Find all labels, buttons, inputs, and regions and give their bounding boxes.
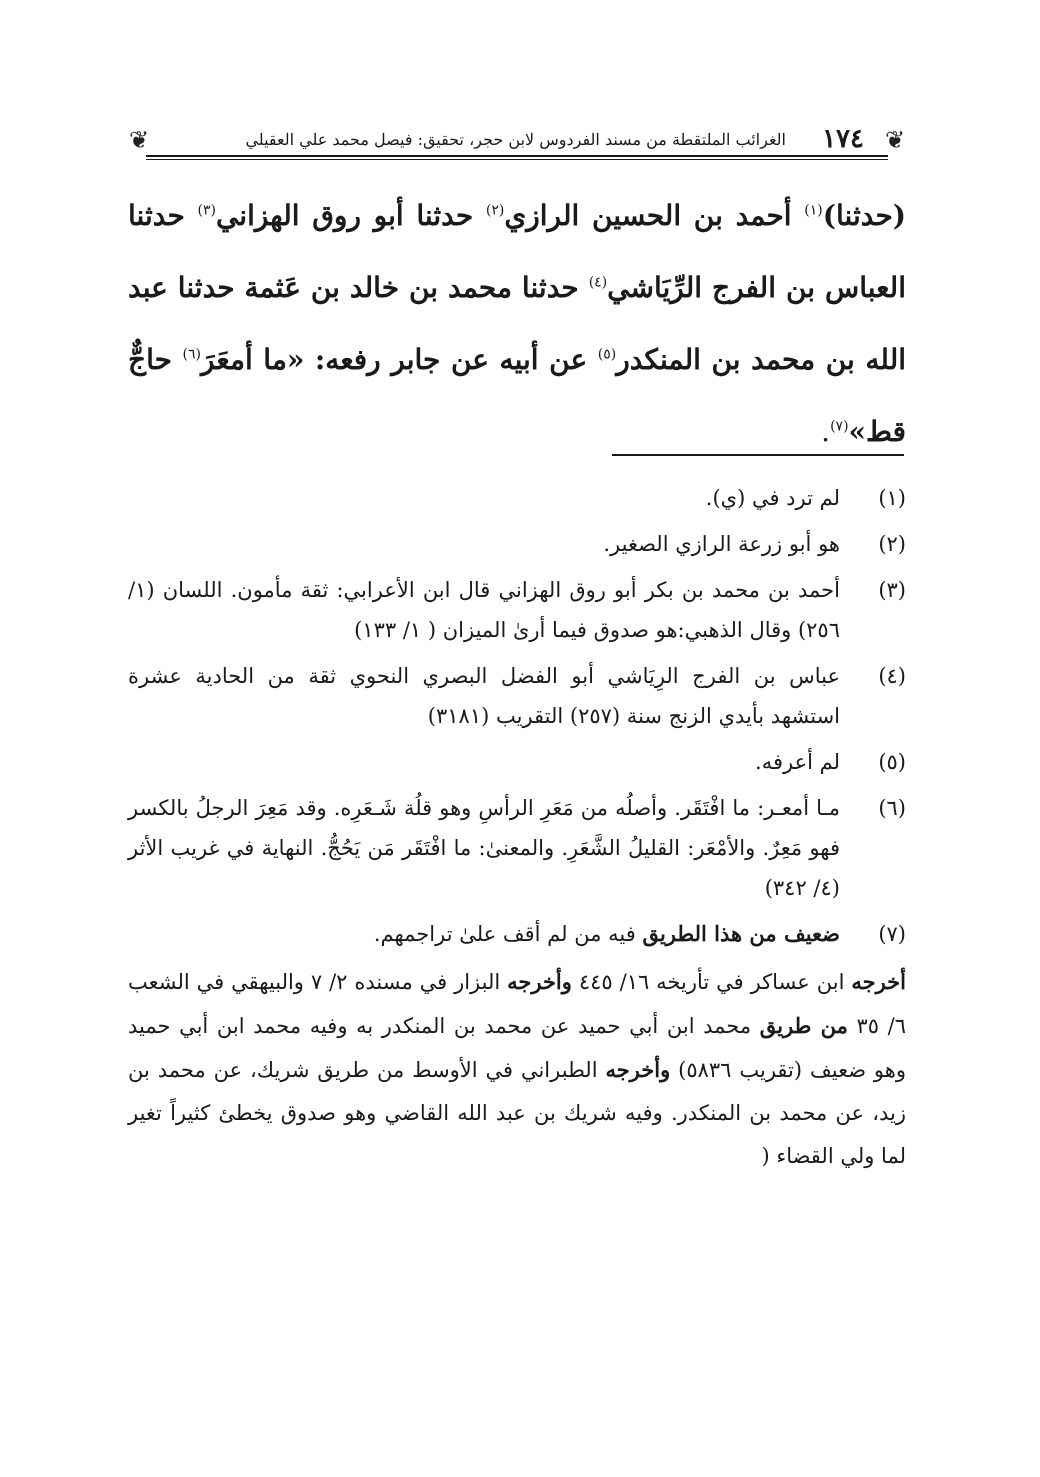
takhrij-text: ابن عساكر في تأريخه ١٦/ ٤٤٥ <box>571 970 852 994</box>
page-header <box>128 118 906 164</box>
footnote-text: مـا أمعـر: ما افْتَقَر. وأصلُه من مَعَرِ الرأسِ وهو قلُة شَـعَرِه. وقد مَعِرَ الرجلُ بالكسر فهو مَعِرٌ. والأمْعَر: القليلُ الشَّعَرِ. والمعنىٰ: ما افْتَقَر مَن يَحُجُّ. النهاية في غريب الأثر (٤/ ٣٤٢) <box>128 796 840 900</box>
footnote-text: أحمد بن محمد بن بكر أبو روق الهزاني قال ابن الأعرابي: ثقة مأمون. اللسان (١/ ٢٥٦) وقال الذهبي:هو صدوق فيما أرىٰ الميزان ( ١/ ١٣٣) <box>128 578 840 642</box>
hadith-text: «ما أمعَرَ <box>200 343 305 376</box>
main-text <box>128 180 906 468</box>
footnote-1 <box>128 478 906 518</box>
takhrij-paragraph <box>128 960 906 1178</box>
footnote-5 <box>128 742 906 782</box>
takhrij-keyword: وأخرجه <box>605 1057 671 1082</box>
main-text-segment: حدثنا العباس بن الفرج الرِّيَاشي <box>128 199 906 304</box>
footnote-number: (٥) <box>878 750 906 774</box>
footnote-number: (٦) <box>878 796 906 820</box>
page-number: ١٧٤ <box>822 124 864 154</box>
footnote-text: لم أعرفه. <box>755 750 840 774</box>
footnote-3 <box>128 570 906 650</box>
takhrij-keyword: من طريق <box>759 1013 848 1038</box>
footnotes <box>128 478 906 1178</box>
hadith-text: حاجٌّ قط» <box>128 343 906 448</box>
footnote-number: (٣) <box>878 578 906 602</box>
footnote-number: (١) <box>878 486 906 510</box>
footnote-ref: (٢) <box>485 202 505 219</box>
footnote-ref: (٣) <box>197 202 216 219</box>
footnote-ref: (٧) <box>830 418 849 435</box>
main-text-segment: . <box>821 415 831 448</box>
footnote-2 <box>128 524 906 564</box>
footnote-ref: (٤) <box>588 274 608 291</box>
footnote-number: (٢) <box>878 532 906 556</box>
footnote-7 <box>128 914 906 954</box>
ornament-icon: ❦ <box>884 126 906 154</box>
running-title: الغرائب الملتقطة من مسند الفردوس لابن حجر، تحقيق: فيصل محمد علي العقيلي <box>245 130 786 149</box>
header-rule <box>146 155 888 160</box>
main-text-segment: حدثنا أبو روق الهزاني <box>215 199 486 232</box>
footnote-4 <box>128 656 906 736</box>
footnote-text: عباس بن الفرج الرِيَاشي أبو الفضل البصري النحوي ثقة من الحادية عشرة استشهد بأيدي الزنج سنة (٢٥٧) التقريب (٣١٨١) <box>128 664 840 728</box>
footnote-6 <box>128 788 906 908</box>
takhrij-keyword: وأخرجه <box>507 969 572 994</box>
takhrij-text: محمد ابن أبي حميد عن محمد بن المنكدر به وفيه محمد ابن أبي حميد وهو ضعيف (تقريب ٥٨٣٦) <box>128 1014 906 1082</box>
footnote-ref: (٥) <box>597 346 617 363</box>
footnote-ref: (٦) <box>182 346 201 363</box>
footnote-ref: (١) <box>804 202 823 219</box>
takhrij-keyword: أخرجه <box>851 969 906 994</box>
footnote-text: فيه من لم أقف علىٰ تراجمهم. <box>373 922 643 946</box>
main-text-segment: أحمد بن الحسين الرازي <box>504 199 805 232</box>
main-text-segment: عن أبيه عن جابر رفعه: <box>304 343 598 376</box>
takhrij-text: الطبراني في الأوسط من طريق شريك، عن محمد بن زيد، عن محمد بن المنكدر. وفيه شريك بن عبد الله القاضي وهو صدوق يخطئ كثيراً تغير لما ولي القضاء ( <box>128 1058 906 1168</box>
footnote-number: (٧) <box>878 922 906 946</box>
footnote-text: لم ترد في (ي). <box>705 486 840 510</box>
footnote-divider <box>612 454 904 456</box>
footnote-text: هو أبو زرعة الرازي الصغير. <box>603 532 840 556</box>
footnote-number: (٤) <box>878 664 906 688</box>
main-text-segment: حدثنا محمد بن خالد بن عَثمة حدثنا عبد الله بن محمد بن المنكدر <box>128 271 907 376</box>
main-text-segment: (حدثنا) <box>822 199 906 232</box>
ornament-icon: ❦ <box>128 126 150 154</box>
footnote-verdict: ضعيف من هذا الطريق <box>642 921 840 946</box>
takhrij-text: البزار في مسنده ٢/ ٧ والبيهقي في الشعب ٦/ ٣٥ <box>128 970 906 1038</box>
